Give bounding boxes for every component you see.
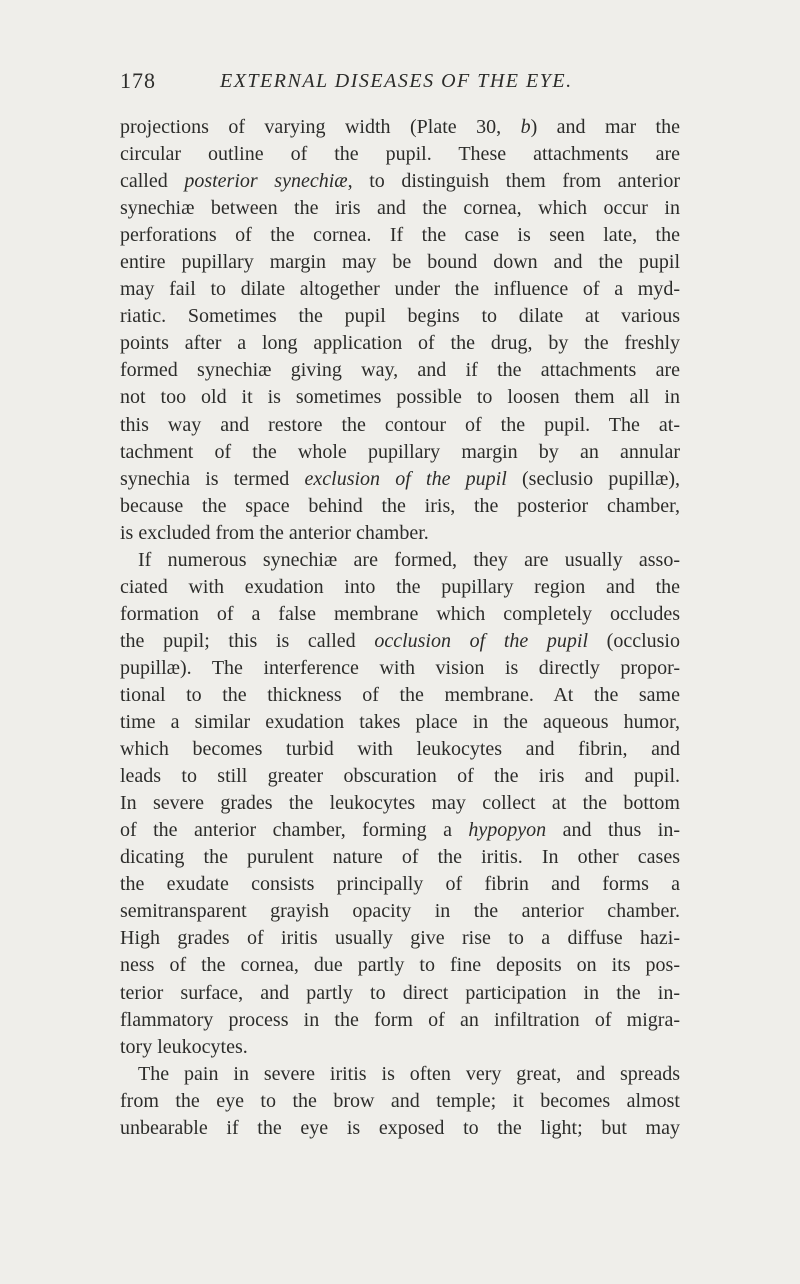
text-line (120, 1115, 680, 1142)
text-segment: ciated with exudation into the pupillary region and the (120, 575, 680, 598)
text-segment: may fail to dilate altogether under the influence of a myd- (120, 278, 680, 301)
text-line (120, 412, 680, 439)
running-head: EXTERNAL DISEASES OF THE EYE. (220, 70, 573, 92)
text-line (120, 736, 680, 763)
text-segment: semitransparent grayish opacity in the anterior chamber. (120, 900, 680, 923)
text-line (120, 466, 680, 493)
text-segment: If numerous synechiæ are formed, they are usually asso- (138, 548, 680, 571)
text-line (120, 547, 680, 574)
text-segment: perforations of the cornea. If the case is seen late, the (120, 224, 680, 247)
text-line (120, 222, 680, 249)
text-line (120, 357, 680, 384)
text-line (120, 709, 680, 736)
italic-term: hypopyon (468, 819, 547, 842)
text-line (120, 817, 680, 844)
text-segment: of the anterior chamber, forming a (120, 819, 469, 842)
text-segment: In severe grades the leukocytes may collect at the bottom (120, 792, 680, 815)
text-line (120, 898, 680, 925)
text-segment: called (120, 170, 185, 193)
text-line (120, 1061, 680, 1088)
text-segment: , to distinguish them from anterior (347, 170, 680, 193)
text-line (120, 114, 680, 141)
text-segment: synechiæ between the iris and the cornea, which occur in (120, 197, 680, 220)
text-line (120, 601, 680, 628)
text-line (120, 141, 680, 168)
text-segment: and thus in- (546, 819, 681, 842)
text-line (120, 871, 680, 898)
italic-term: posterior synechiæ (184, 170, 348, 193)
text-line (120, 493, 680, 520)
text-segment: circular outline of the pupil. These attachments are (120, 143, 680, 166)
text-segment: is excluded from the anterior chamber. (120, 521, 429, 544)
text-segment: flammatory process in the form of an infiltration of migra- (120, 1008, 680, 1031)
text-line (120, 276, 680, 303)
body-text (120, 114, 680, 1142)
text-segment: tional to the thickness of the membrane. At the same (120, 683, 680, 706)
text-segment: ness of the cornea, due partly to fine deposits on its pos- (120, 954, 680, 977)
italic-term: exclusion of the pupil (304, 467, 507, 490)
text-line (120, 655, 680, 682)
text-segment: not too old it is sometimes possible to loosen them all in (120, 386, 680, 409)
text-line (120, 249, 680, 276)
text-segment: this way and restore the contour of the pupil. The at- (120, 413, 680, 436)
text-segment: The pain in severe iritis is often very great, and spreads (138, 1062, 680, 1085)
text-segment: tory leukocytes. (120, 1035, 248, 1058)
text-segment: from the eye to the brow and temple; it becomes almost (120, 1089, 680, 1112)
text-segment: projections of varying width (Plate 30, (120, 116, 521, 138)
text-line (120, 682, 680, 709)
text-segment: unbearable if the eye is exposed to the light; but may (120, 1116, 680, 1139)
text-segment: formation of a false membrane which completely occludes (120, 602, 680, 625)
text-segment: (occlusio (588, 629, 680, 652)
text-segment: the pupil; this is called (120, 629, 375, 652)
text-line (120, 1088, 680, 1115)
text-line (120, 520, 680, 547)
text-line (120, 980, 680, 1007)
text-segment: the exudate consists principally of fibrin and forms a (120, 873, 680, 896)
text-line (120, 168, 680, 195)
text-line (120, 439, 680, 466)
text-segment: ) and mar the (530, 116, 680, 138)
page-number: 178 (120, 68, 156, 93)
italic-term: b (520, 116, 531, 138)
text-segment: because the space behind the iris, the posterior chamber, (120, 494, 680, 517)
text-segment: time a similar exudation takes place in the aqueous humor, (120, 711, 680, 734)
text-segment: leads to still greater obscuration of the iris and pupil. (120, 765, 680, 788)
text-line (120, 574, 680, 601)
text-segment: dicating the purulent nature of the iritis. In other cases (120, 846, 680, 869)
text-segment: High grades of iritis usually give rise to a diffuse hazi- (120, 927, 680, 950)
text-line (120, 763, 680, 790)
text-line (120, 925, 680, 952)
text-line (120, 628, 680, 655)
text-line (120, 195, 680, 222)
text-segment: which becomes turbid with leukocytes and fibrin, and (120, 738, 680, 761)
text-segment: riatic. Sometimes the pupil begins to dilate at various (120, 305, 680, 328)
text-segment: synechia is termed (120, 467, 305, 490)
text-line (120, 790, 680, 817)
text-line (120, 303, 680, 330)
italic-term: occlusion of the pupil (374, 629, 589, 652)
text-segment: entire pupillary margin may be bound down and the pupil (120, 251, 680, 274)
text-line (120, 1007, 680, 1034)
text-segment: (seclusio pupillæ), (506, 467, 680, 490)
text-line (120, 952, 680, 979)
text-segment: terior surface, and partly to direct participation in the in- (120, 981, 680, 1004)
text-segment: tachment of the whole pupillary margin by an annular (120, 440, 680, 463)
text-line (120, 844, 680, 871)
text-segment: formed synechiæ giving way, and if the attachments are (120, 359, 680, 382)
text-line (120, 384, 680, 411)
page-header (120, 68, 680, 98)
text-segment: pupillæ). The interference with vision is directly propor- (120, 656, 680, 679)
text-line (120, 1034, 680, 1061)
text-line (120, 330, 680, 357)
text-segment: points after a long application of the drug, by the freshly (120, 332, 680, 355)
